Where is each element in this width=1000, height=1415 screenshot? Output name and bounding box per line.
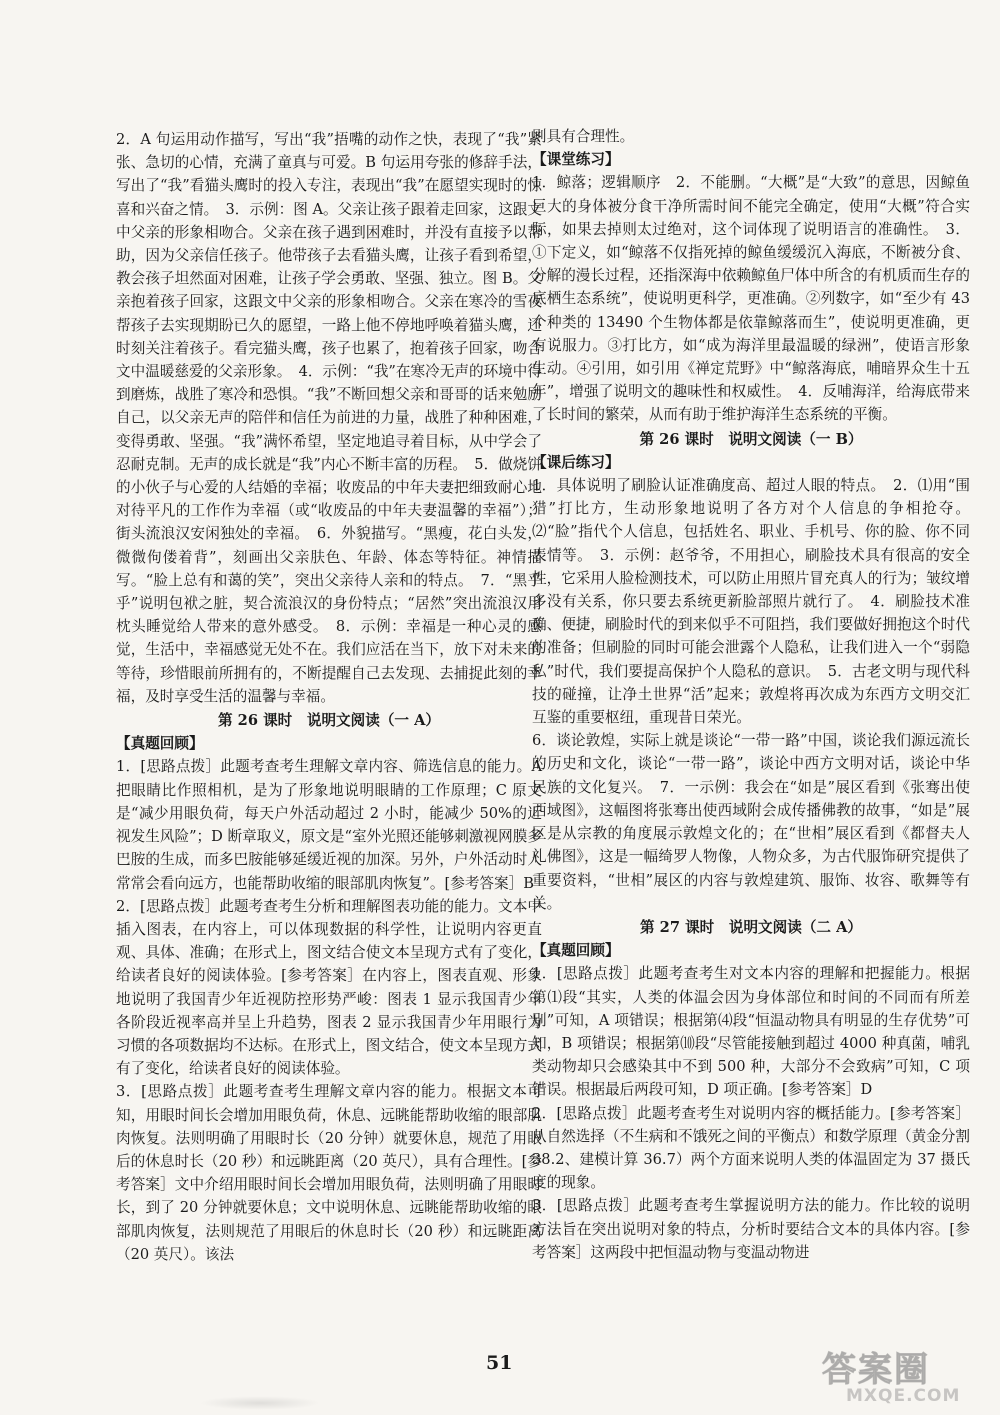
page-number: 51 <box>486 1352 513 1374</box>
section-heading: 第 26 课时 说明文阅读（一 B） <box>639 430 863 448</box>
answer-paragraph: 2．[思路点拨］此题考查考生对说明内容的概括能力。[参考答案］从自然选择（不生病和不饿死之间的平衡点）和数学原理（黄金分割 38.2、建模计算 36.7）两个方面来说明人类的体温固定为 37 摄氏度的现象。 <box>532 1104 970 1192</box>
answer-paragraph: 1．鲸落；逻辑顺序 2．不能删。“大概”是“大致”的意思，因鲸鱼巨大的身体被分食干净所需时间不能完全确定，使用“大概”符合实际，如果去掉则太过绝对，这个词体现了说明语言的准确性。 3．①下定义，如“鲸落不仅指死掉的鲸鱼缓缓沉入海底，不断被分食、分解的漫长过程，还指深海中依赖鲸鱼尸体中所含的有机质而生存的底栖生态系统”，使说明更科学，更准确。②列数字，如“至少有 43 个种类的 13490 个生物体都是依靠鲸落而生”，使说明更准确，更有说服力。③打比方，如“成为海洋里最温暖的绿洲”，使语言形象生动。④引用，如引用《禅定荒野》中“鲸落海底，哺暗界众生十五年”，增强了说明文的趣味性和权威性。 4．反哺海洋，给海底带来了长时间的繁荣，从而有助于维护海洋生态系统的平衡。 <box>532 174 970 424</box>
answer-paragraph: 1．[思路点拨］此题考查考生对文本内容的理解和把握能力。根据第⑴段“其实，人类的体温会因为身体部位和时间的不同而有所差别”可知，A 项错误；根据第⑷段“恒温动物具有明显的生存优势”可知，B 项错误；根据第⑽段“尽管能接触到超过 4000 种真菌，哺乳类动物却只会感染其中不到 500 种，大部分不会致病”可知，C 项错误。根据最后两段可知，D 项正确。[参考答案］D <box>532 965 970 1099</box>
section-heading: 第 26 课时 说明文阅读（一 A） <box>218 712 440 730</box>
answer-paragraph: 3．[思路点拨］此题考查考生掌握说明方法的能力。作比较的说明方法旨在突出说明对象的特点，分析时要结合文本的具体内容。[参考答案］这两段中把恒温动物与变温动物进 <box>532 1197 970 1261</box>
answer-paragraph: 2．A 句运用动作描写，写出“我”捂嘴的动作之快，表现了“我”紧张、急切的心情，充满了童真与可爱。B 句运用夸张的修辞手法，写出了“我”看猫头鹰时的投入专注，表现出“我”在愿望实现时的惊喜和兴奋之情。 3．示例：图 A。父亲让孩子跟着走回家，这跟文中父亲的形象相吻合。父亲在孩子遇到困难时，并没有直接予以帮助，因为父亲信任孩子。他带孩子去看猫头鹰，让孩子看到希望，教会孩子坦然面对困难，让孩子学会勇敢、坚强、独立。图 B。父亲抱着孩子回家，这跟文中父亲的形象相吻合。父亲在寒冷的雪夜帮孩子去实现期盼已久的愿望，一路上他不停地呼唤着猫头鹰，还时刻关注着孩子。看完猫头鹰，孩子也累了，抱着孩子回家，吻合文中温暖慈爱的父亲形象。 4．示例：“我”在寒冷无声的环境中得到磨炼，战胜了寒冷和恐惧。“我”不断回想父亲和哥哥的话来勉励自己，以父亲无声的陪伴和信任为前进的力量，战胜了种种困难，变得勇敢、坚强。“我”满怀希望，坚定地追寻着目标，从中学会了忍耐克制。无声的成长就是“我”内心不断丰富的历程。 5．做烧饼的小伙子与心爱的人结婚的幸福；收废品的中年夫妻把细致耐心地对待平凡的工作作为幸福（或“收废品的中年夫妻温馨的幸福”）；街头流浪汉安闲独处的幸福。 6．外貌描写。“黑瘦，花白头发，微微佝偻着背”，刻画出父亲肤色、年龄、体态等特征。神情描写。“脸上总有和蔼的笑”，突出父亲待人亲和的特点。 7．“黑乎乎”说明包袱之脏，契合流浪汉的身份特点；“居然”突出流浪汉用枕头睡觉给人带来的意外感受。 8．示例：幸福是一种心灵的感觉，生活中，幸福感觉无处不在。我们应活在当下，放下对未来的等待，珍惜眼前所拥有的，不断提醒自己去发现、去捕捉此刻的幸福，及时享受生活的温馨与幸福。 <box>116 131 542 705</box>
left-column <box>116 128 542 1266</box>
watermark-url: MXQE.COM <box>846 1386 961 1406</box>
answer-paragraph: 2．[思路点拨］此题考查考生分析和理解图表功能的能力。文本中插入图表，在内容上，可以体现数据的科学性，让说明内容更直观、具体、准确；在形式上，图文结合使文本呈现方式有了变化，给读者良好的阅读体验。[参考答案］在内容上，图表直观、形象地说明了我国青少年近视防控形势严峻：图表 1 显示我国青少年各阶段近视率高并呈上升趋势，图表 2 显示我国青少年用眼行为习惯的各项数据均不达标。在形式上，图文结合，使文本呈现方式有了变化，给读者良好的阅读体验。 <box>116 897 542 1078</box>
watermark-logo <box>816 1340 991 1410</box>
answer-paragraph: 1．[思路点拨］此题考查考生理解文章内容、筛选信息的能力。A 把眼睛比作照相机，是为了形象地说明眼睛的工作原理；C 原文是“减少用眼负荷，每天户外活动超过 2 小时，能减少 50%的近视发生风险”；D 断章取义，原文是“室外光照还能够刺激视网膜多巴胺的生成，而多巴胺能够延缓近视的加深。另外，户外活动时人常常会看向远方，也能帮助收缩的眼部肌肉恢复”。[参考答案］B <box>116 758 542 892</box>
subsection-heading: 【课堂练习】 <box>532 151 620 169</box>
subsection-heading: 【真题回顾】 <box>532 942 620 960</box>
subsection-heading: 【真题回顾】 <box>116 735 204 753</box>
answer-paragraph: 则具有合理性。 <box>532 128 635 145</box>
section-heading: 第 27 课时 说明文阅读（二 A） <box>640 918 862 936</box>
answer-paragraph: 3．[思路点拨］此题考查考生理解文章内容的能力。根据文本可知，用眼时间长会增加用眼负荷，休息、远眺能帮助收缩的眼部肌肉恢复。法则明确了用眼时长（20 分钟）就要休息，规范了用眼后的休息时长（20 秒）和远眺距离（20 英尺），具有合理性。[参考答案］文中介绍用眼时间长会增加用眼负荷，法则明确了用眼时长，到了 20 分钟就要休息；文中说明休息、远眺能帮助收缩的眼部肌肉恢复，法则规范了用眼后的休息时长（20 秒）和远眺距离（20 英尺）。该法 <box>116 1083 542 1263</box>
subsection-heading: 【课后练习】 <box>532 453 620 471</box>
answer-paragraph: 6．谈论敦煌，实际上就是谈论“一带一路”中国，谈论我们源远流长的历史和文化，谈论“一带一路”，谈论中西方文明对话，谈论中华民族的文化复兴。 7．一示例：我会在“如是”展区看到《张骞出使西域图》，这幅图将张骞出使西域附会成传播佛教的故事，“如是”展区是从宗教的角度展示敦煌文化的；在“世相”展区看到《都督夫人礼佛图》，这是一幅绮罗人物像，人物众多，为古代服饰研究提供了重要资料，“世相”展区的内容与敦煌建筑、服饰、妆容、歌舞等有关。 <box>532 732 970 912</box>
scan-smudge <box>200 1396 320 1410</box>
watermark-mark: 答案圈 <box>822 1350 930 1390</box>
right-column <box>532 125 970 1264</box>
answer-paragraph: 1．具体说明了刷脸认证准确度高、超过人眼的特点。 2．⑴用“围猎”打比方，生动形象地说明了各方对个人信息的争相抢夺。⑵“脸”指代个人信息，包括姓名、职业、手机号、你的脸、你不同表情等。 3．示例：赵爷爷，不用担心，刷脸技术具有很高的安全性，它采用人脸检测技术，可以防止用照片冒充真人的行为；皱纹增多没有关系，你只要去系统更新脸部照片就行了。 4．刷脸技术准确、便捷，刷脸时代的到来似乎不可阻挡，我们要做好拥抱这个时代的准备；但刷脸的同时可能会泄露个人隐私，让我们进入一个“弱隐私”时代，我们要提高保护个人隐私的意识。 5．古老文明与现代科技的碰撞，让净土世界“活”起来；敦煌将再次成为东西方文明交汇互鉴的重要枢纽，重现昔日荣光。 <box>532 477 970 727</box>
